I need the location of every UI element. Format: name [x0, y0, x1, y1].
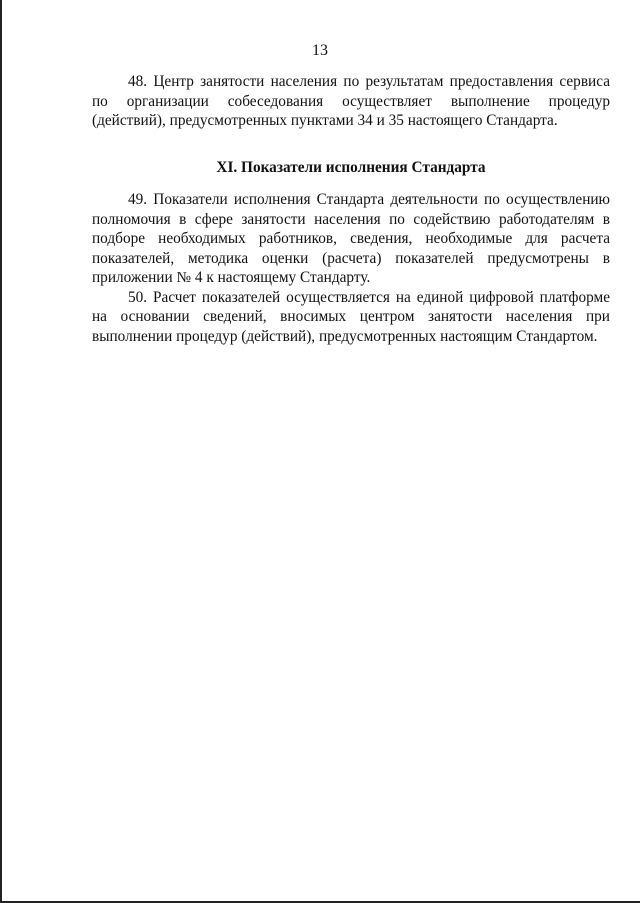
paragraph-49: 49. Показатели исполнения Стандарта деятельности по осуществлению полномочия в сфере занятости населения по содействию работодателям в подборе необходимых работников, сведения, необходимые для расчета показателей, методика оценки (расчета) показателей предусмотрены в приложении № 4 к настоящему Стандарту. [92, 191, 610, 286]
paragraph-50: 50. Расчет показателей осуществляется на единой цифровой платформе на основании сведений, вносимых центром занятости населения при выполнении процедур (действий), предусмотренных настоящим Стандартом. [92, 288, 610, 345]
paragraph-48: 48. Центр занятости населения по результатам предоставления сервиса по организации собеседования осуществляет выполнение процедур (действий), предусмотренных пунктами 34 и 35 настоящего Стандарта. [92, 73, 610, 129]
section-heading-xi: XI. Показатели исполнения Стандарта [216, 158, 486, 176]
page-number: 13 [312, 42, 328, 59]
document-body [92, 72, 610, 346]
page-edge-left [0, 0, 2, 903]
